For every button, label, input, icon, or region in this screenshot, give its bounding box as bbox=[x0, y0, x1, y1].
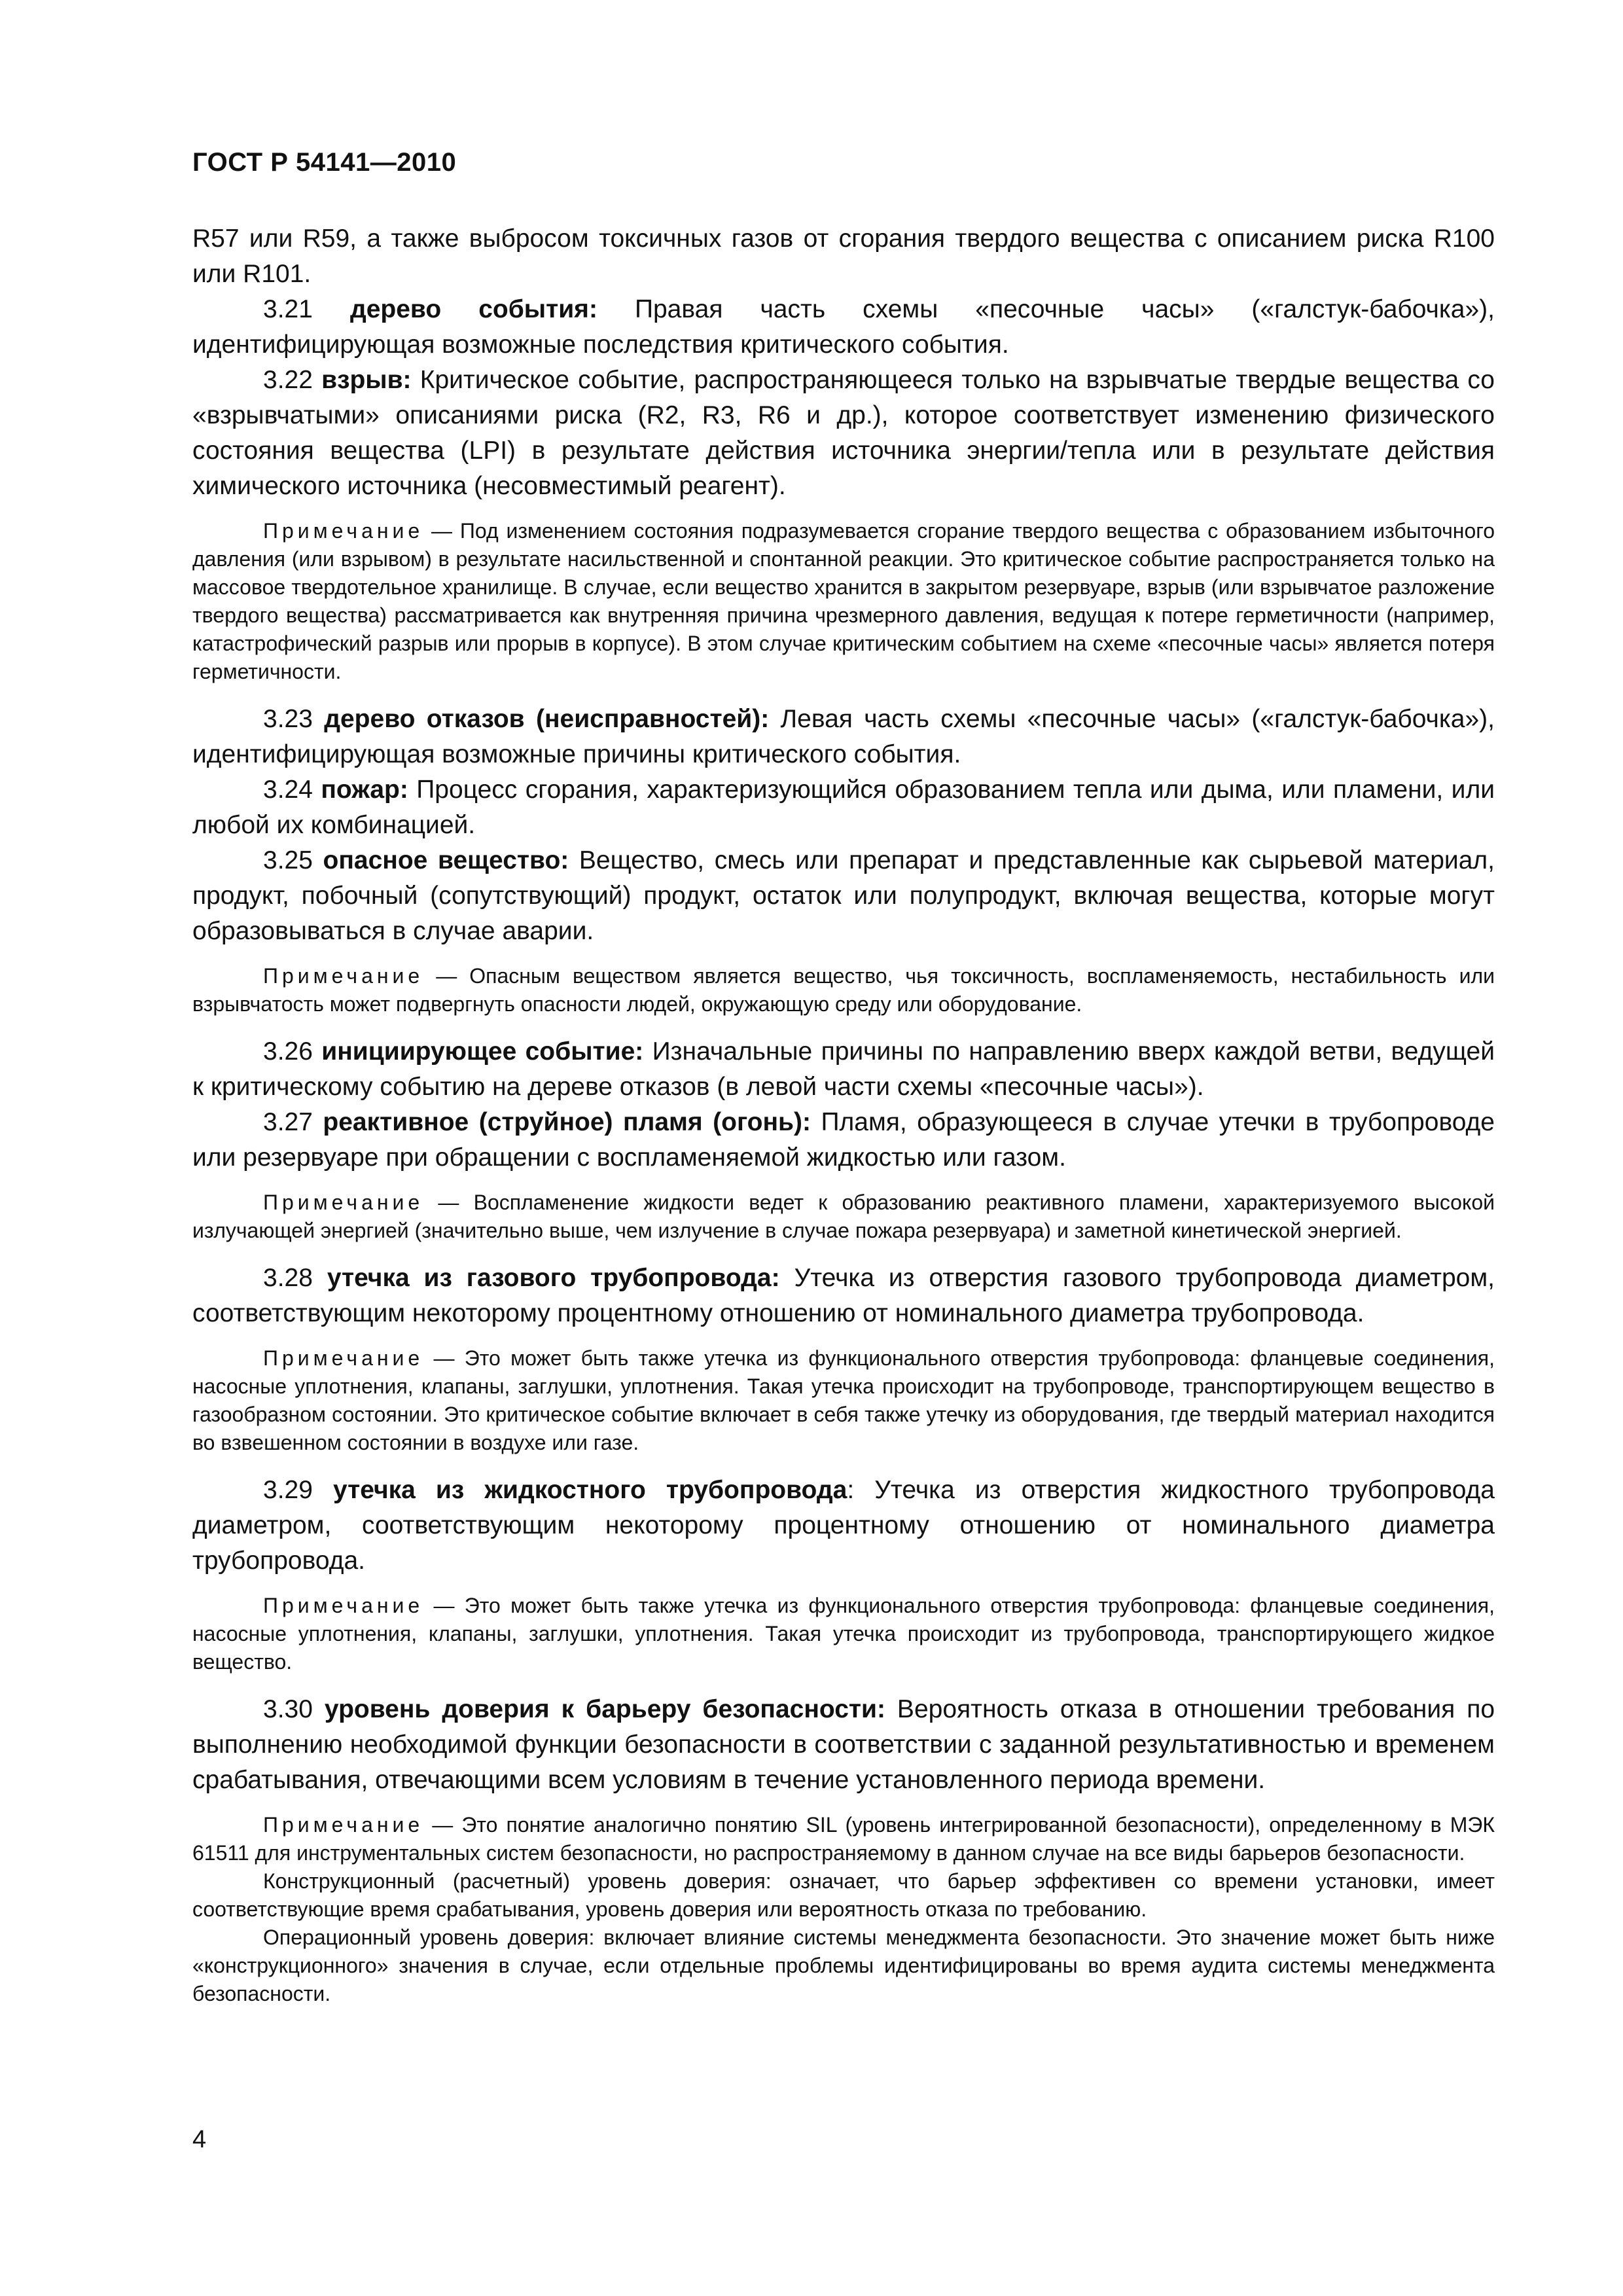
paragraph-continuation: R57 или R59, а также выбросом токсичных газов от сгорания твердого вещества с описанием риска R100 или R101. bbox=[192, 224, 1495, 288]
definition-text: Вероятность отказа в отношении требования по выполнению необходимой функции безопасности в соответствии с заданной результативностью и временем срабатывания, отвечающими всем условиям в течение установленного периода времени. bbox=[192, 1695, 1495, 1794]
note-text: — Под изменением состояния подразумевается сгорание твердого вещества с образованием избыточного давления (или взрывом) в результате насильственной и спонтанной реакции. Это критическое событие распространяется только на массовое твердотельное хранилище. В случае, если вещество хранится в закрытом резервуаре, взрыв (или взрывчатое разложение твердого вещества) рассматривается как внутренняя причина чрезмерного давления, ведущая к потере герметичности (например, катастрофический разрыв или прорыв в корпусе). В этом случае критическим событием на схеме «песочные часы» является потеря герметичности. bbox=[192, 519, 1495, 683]
term: дерево события: bbox=[349, 295, 597, 323]
note-3-30 bbox=[192, 1811, 1495, 1867]
definition-text: Правая часть схемы «песочные часы» («галстук-бабочка»), идентифицирующая возможные последствия критического события. bbox=[192, 295, 1495, 359]
note-3-29 bbox=[192, 1592, 1495, 1676]
note-text: — Это понятие аналогично понятию SIL (уровень интегрированной безопасности), определенному в МЭК 61511 для инструментальных систем безопасности, но распространяемому в данном случае на все виды барьеров безопасности. bbox=[192, 1813, 1495, 1865]
note-text: — Опасным веществом является вещество, чья токсичность, воспламеняемость, нестабильность или взрывчатость может подвергнуть опасности людей, окружающую среду или оборудование. bbox=[192, 964, 1495, 1016]
document-body bbox=[192, 221, 1495, 2008]
definition-3-30 bbox=[192, 1692, 1495, 1798]
clause-number: 3.23 bbox=[263, 705, 313, 733]
clause-number: 3.30 bbox=[263, 1695, 313, 1723]
page-header: ГОСТ Р 54141—2010 bbox=[192, 148, 457, 177]
clause-number: 3.26 bbox=[263, 1037, 313, 1066]
definition-3-26 bbox=[192, 1034, 1495, 1105]
definition-3-25 bbox=[192, 843, 1495, 949]
clause-number: 3.25 bbox=[263, 846, 313, 874]
term: пожар: bbox=[321, 776, 408, 804]
term: реактивное (струйное) пламя (огонь): bbox=[323, 1108, 812, 1136]
term: уровень доверия к барьеру безопасности: bbox=[324, 1695, 885, 1723]
note-3-27 bbox=[192, 1189, 1495, 1245]
definition-3-29 bbox=[192, 1473, 1495, 1579]
note-3-30-design-level: Конструкционный (расчетный) уровень доверия: означает, что барьер эффективен со времени установки, имеет соответствующие время срабатывания, уровень доверия или вероятность отказа по требованию. bbox=[192, 1869, 1495, 1921]
term: опасное вещество: bbox=[323, 846, 569, 874]
term: взрыв: bbox=[321, 366, 412, 394]
note-label: Примечание bbox=[263, 1346, 424, 1370]
clause-number: 3.22 bbox=[263, 366, 313, 394]
definition-text: Пламя, образующееся в случае утечки в трубопроводе или резервуаре при обращении с воспламеняемой жидкостью или газом. bbox=[192, 1108, 1495, 1172]
term: утечка из жидкостного трубопровода bbox=[333, 1476, 847, 1504]
definition-text: Левая часть схемы «песочные часы» («галстук-бабочка»), идентифицирующая возможные причины критического события. bbox=[192, 705, 1495, 768]
definition-text: Утечка из отверстия газового трубопровода диаметром, соответствующим некоторому процентному отношению от номинального диаметра трубопровода. bbox=[192, 1264, 1495, 1327]
definition-text: Процесс сгорания, характеризующийся образованием тепла или дыма, или пламени, или любой их комбинацией. bbox=[192, 776, 1495, 839]
note-label: Примечание bbox=[263, 1594, 424, 1617]
note-3-30-operational-level: Операционный уровень доверия: включает влияние системы менеджмента безопасности. Это значение может быть ниже «конструкционного» значения в случае, если отдельные проблемы идентифицированы во время аудита системы менеджмента безопасности. bbox=[192, 1926, 1495, 2005]
definition-text: : Утечка из отверстия жидкостного трубопровода диаметром, соответствующим некоторому процентному отношению от номинального диаметра трубопровода. bbox=[192, 1476, 1495, 1575]
definition-text: Критическое событие, распространяющееся только на взрывчатые твердые вещества со «взрывчатыми» описаниями риска (R2, R3, R6 и др.), которое соответствует изменению физического состояния вещества (LPI) в результате действия источника энергии/тепла или в результате действия химического источника (несовместимый реагент). bbox=[192, 366, 1495, 500]
clause-number: 3.27 bbox=[263, 1108, 313, 1136]
term: дерево отказов (неисправностей): bbox=[324, 705, 770, 733]
note-label: Примечание bbox=[263, 1813, 424, 1837]
page-number: 4 bbox=[192, 2126, 207, 2153]
term: утечка из газового трубопровода: bbox=[327, 1264, 780, 1292]
note-label: Примечание bbox=[263, 519, 424, 543]
definition-3-22 bbox=[192, 363, 1495, 504]
definition-3-24 bbox=[192, 772, 1495, 843]
definition-3-21 bbox=[192, 292, 1495, 363]
note-label: Примечание bbox=[263, 1191, 424, 1214]
note-text: — Это может быть также утечка из функционального отверстия трубопровода: фланцевые соединения, насосные уплотнения, клапаны, заглушки, уплотнения. Такая утечка происходит на трубопроводе, транспортирующем вещество в газообразном состоянии. Это критическое событие включает в себя также утечку из оборудования, где твердый материал находится во взвешенном состоянии в воздухе или газе. bbox=[192, 1346, 1495, 1454]
definition-text: Вещество, смесь или препарат и представленные как сырьевой материал, продукт, побочный (сопутствующий) продукт, остаток или полупродукт, включая вещества, которые могут образовываться в случае аварии. bbox=[192, 846, 1495, 945]
clause-number: 3.28 bbox=[263, 1264, 313, 1292]
note-3-22 bbox=[192, 517, 1495, 686]
clause-number: 3.24 bbox=[263, 776, 313, 804]
definition-3-23 bbox=[192, 702, 1495, 772]
term: инициирующее событие: bbox=[321, 1037, 644, 1066]
note-3-28 bbox=[192, 1344, 1495, 1457]
clause-number: 3.21 bbox=[263, 295, 313, 323]
definition-3-28 bbox=[192, 1261, 1495, 1331]
clause-number: 3.29 bbox=[263, 1476, 313, 1504]
note-text: — Воспламенение жидкости ведет к образованию реактивного пламени, характеризуемого высокой излучающей энергией (значительно выше, чем излучение в случае пожара резервуара) и заметной кинетической энергией. bbox=[192, 1191, 1495, 1242]
definition-3-27 bbox=[192, 1105, 1495, 1175]
note-label: Примечание bbox=[263, 964, 424, 988]
definition-text: Изначальные причины по направлению вверх каждой ветви, ведущей к критическому событию на дереве отказов (в левой части схемы «песочные часы»). bbox=[192, 1037, 1495, 1101]
note-3-25 bbox=[192, 962, 1495, 1018]
note-text: — Это может быть также утечка из функционального отверстия трубопровода: фланцевые соединения, насосные уплотнения, клапаны, заглушки, уплотнения. Такая утечка происходит из трубопровода, транспортирующего жидкое вещество. bbox=[192, 1594, 1495, 1674]
